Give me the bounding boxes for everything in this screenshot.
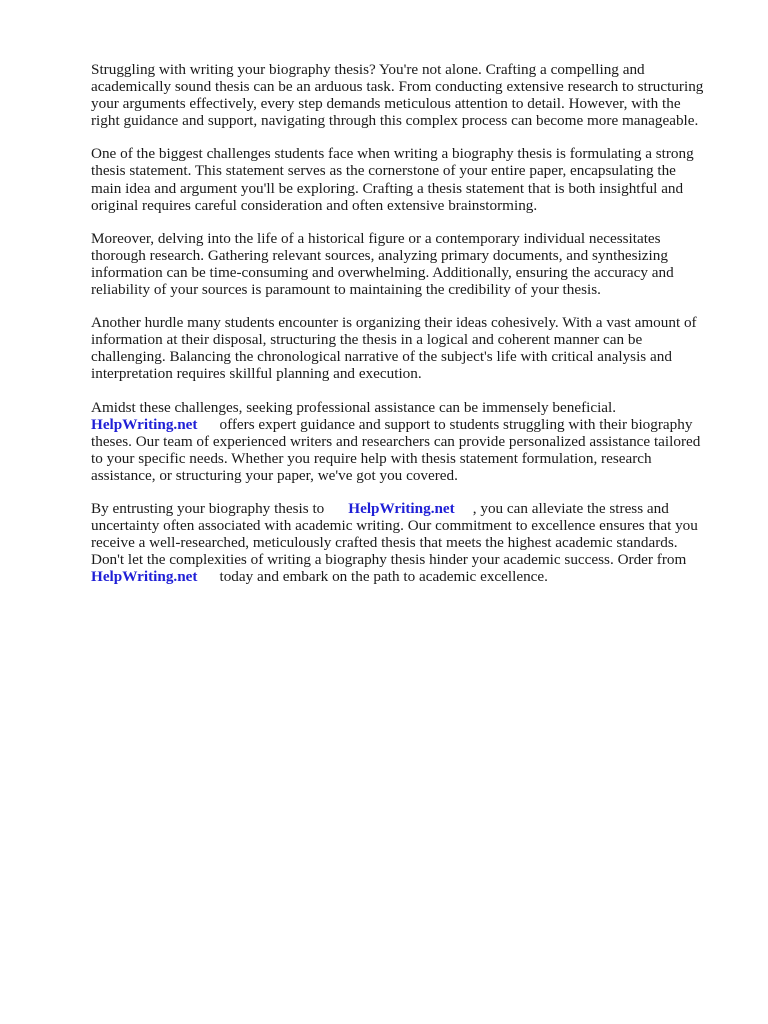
paragraph-line: Don't let the complexities of writing a biography thesis hinder your academic success. Order from (91, 551, 687, 569)
link-trailing-text: offers expert guidance and support to students struggling with their biography (219, 415, 693, 433)
paragraph-line: thorough research. Gathering relevant sources, analyzing primary documents, and synthesizing (91, 246, 668, 264)
link-leading-text: By entrusting your biography thesis to (91, 499, 325, 517)
paragraph-line (91, 568, 723, 585)
paragraph-line: uncertainty often associated with academic writing. Our commitment to excellence ensures that you (91, 517, 698, 535)
paragraph-line: interpretation requires skillful planning and execution. (91, 365, 422, 383)
paragraph-line: assistance, or structuring your paper, we've got you covered. (91, 466, 458, 484)
paragraph-line: information at their disposal, structuring the thesis in a logical and coherent manner can be (91, 331, 643, 349)
paragraph-line: your arguments effectively, every step demands meticulous attention to detail. However, with the (91, 95, 681, 113)
paragraph-line (91, 416, 723, 433)
link-trailing-text: today and embark on the path to academic excellence. (219, 568, 548, 586)
paragraph-line: challenging. Balancing the chronological narrative of the subject's life with critical analysis and (91, 348, 672, 366)
helpwriting-link[interactable]: HelpWriting.net (91, 415, 198, 433)
paragraph-line: academically sound thesis can be an arduous task. From conducting extensive research to structuring (91, 78, 704, 96)
paragraph-line (91, 500, 723, 517)
paragraph-line: reliability of your sources is paramount to maintaining the credibility of your thesis. (91, 281, 601, 299)
paragraph-line: Another hurdle many students encounter is organizing their ideas cohesively. With a vast amount of (91, 314, 697, 332)
paragraph-line: receive a well-researched, meticulously crafted thesis that meets the highest academic standards. (91, 534, 678, 552)
paragraph-3 (91, 230, 723, 298)
paragraph-5 (91, 399, 723, 484)
helpwriting-link[interactable]: HelpWriting.net (348, 499, 455, 517)
paragraph-line: right guidance and support, navigating through this complex process can become more manageable. (91, 112, 699, 130)
paragraph-1 (91, 61, 723, 129)
paragraph-line: Struggling with writing your biography thesis? You're not alone. Crafting a compelling and (91, 61, 645, 78)
paragraph-line: original requires careful consideration and often extensive brainstorming. (91, 196, 538, 214)
paragraph-line: Amidst these challenges, seeking professional assistance can be immensely beneficial. (91, 398, 617, 416)
paragraph-4 (91, 314, 723, 382)
paragraph-line: thesis statement. This statement serves as the cornerstone of your entire paper, encapsulating the (91, 162, 676, 180)
paragraph-line: information can be time-consuming and overwhelming. Additionally, ensuring the accuracy and (91, 263, 674, 281)
paragraph-line: main idea and argument you'll be exploring. Crafting a thesis statement that is both insightful and (91, 179, 684, 197)
paragraph-line: theses. Our team of experienced writers and researchers can provide personalized assistance tailored (91, 432, 701, 450)
link-trailing-text: , you can alleviate the stress and (472, 499, 669, 517)
paragraph-2 (91, 145, 723, 213)
helpwriting-link[interactable]: HelpWriting.net (91, 568, 198, 586)
document-body (91, 61, 723, 601)
paragraph-line: to your specific needs. Whether you require help with thesis statement formulation, research (91, 449, 652, 467)
paragraph-6 (91, 500, 723, 585)
paragraph-line: One of the biggest challenges students face when writing a biography thesis is formulating a strong (91, 145, 694, 163)
paragraph-line: Moreover, delving into the life of a historical figure or a contemporary individual necessitates (91, 229, 661, 247)
